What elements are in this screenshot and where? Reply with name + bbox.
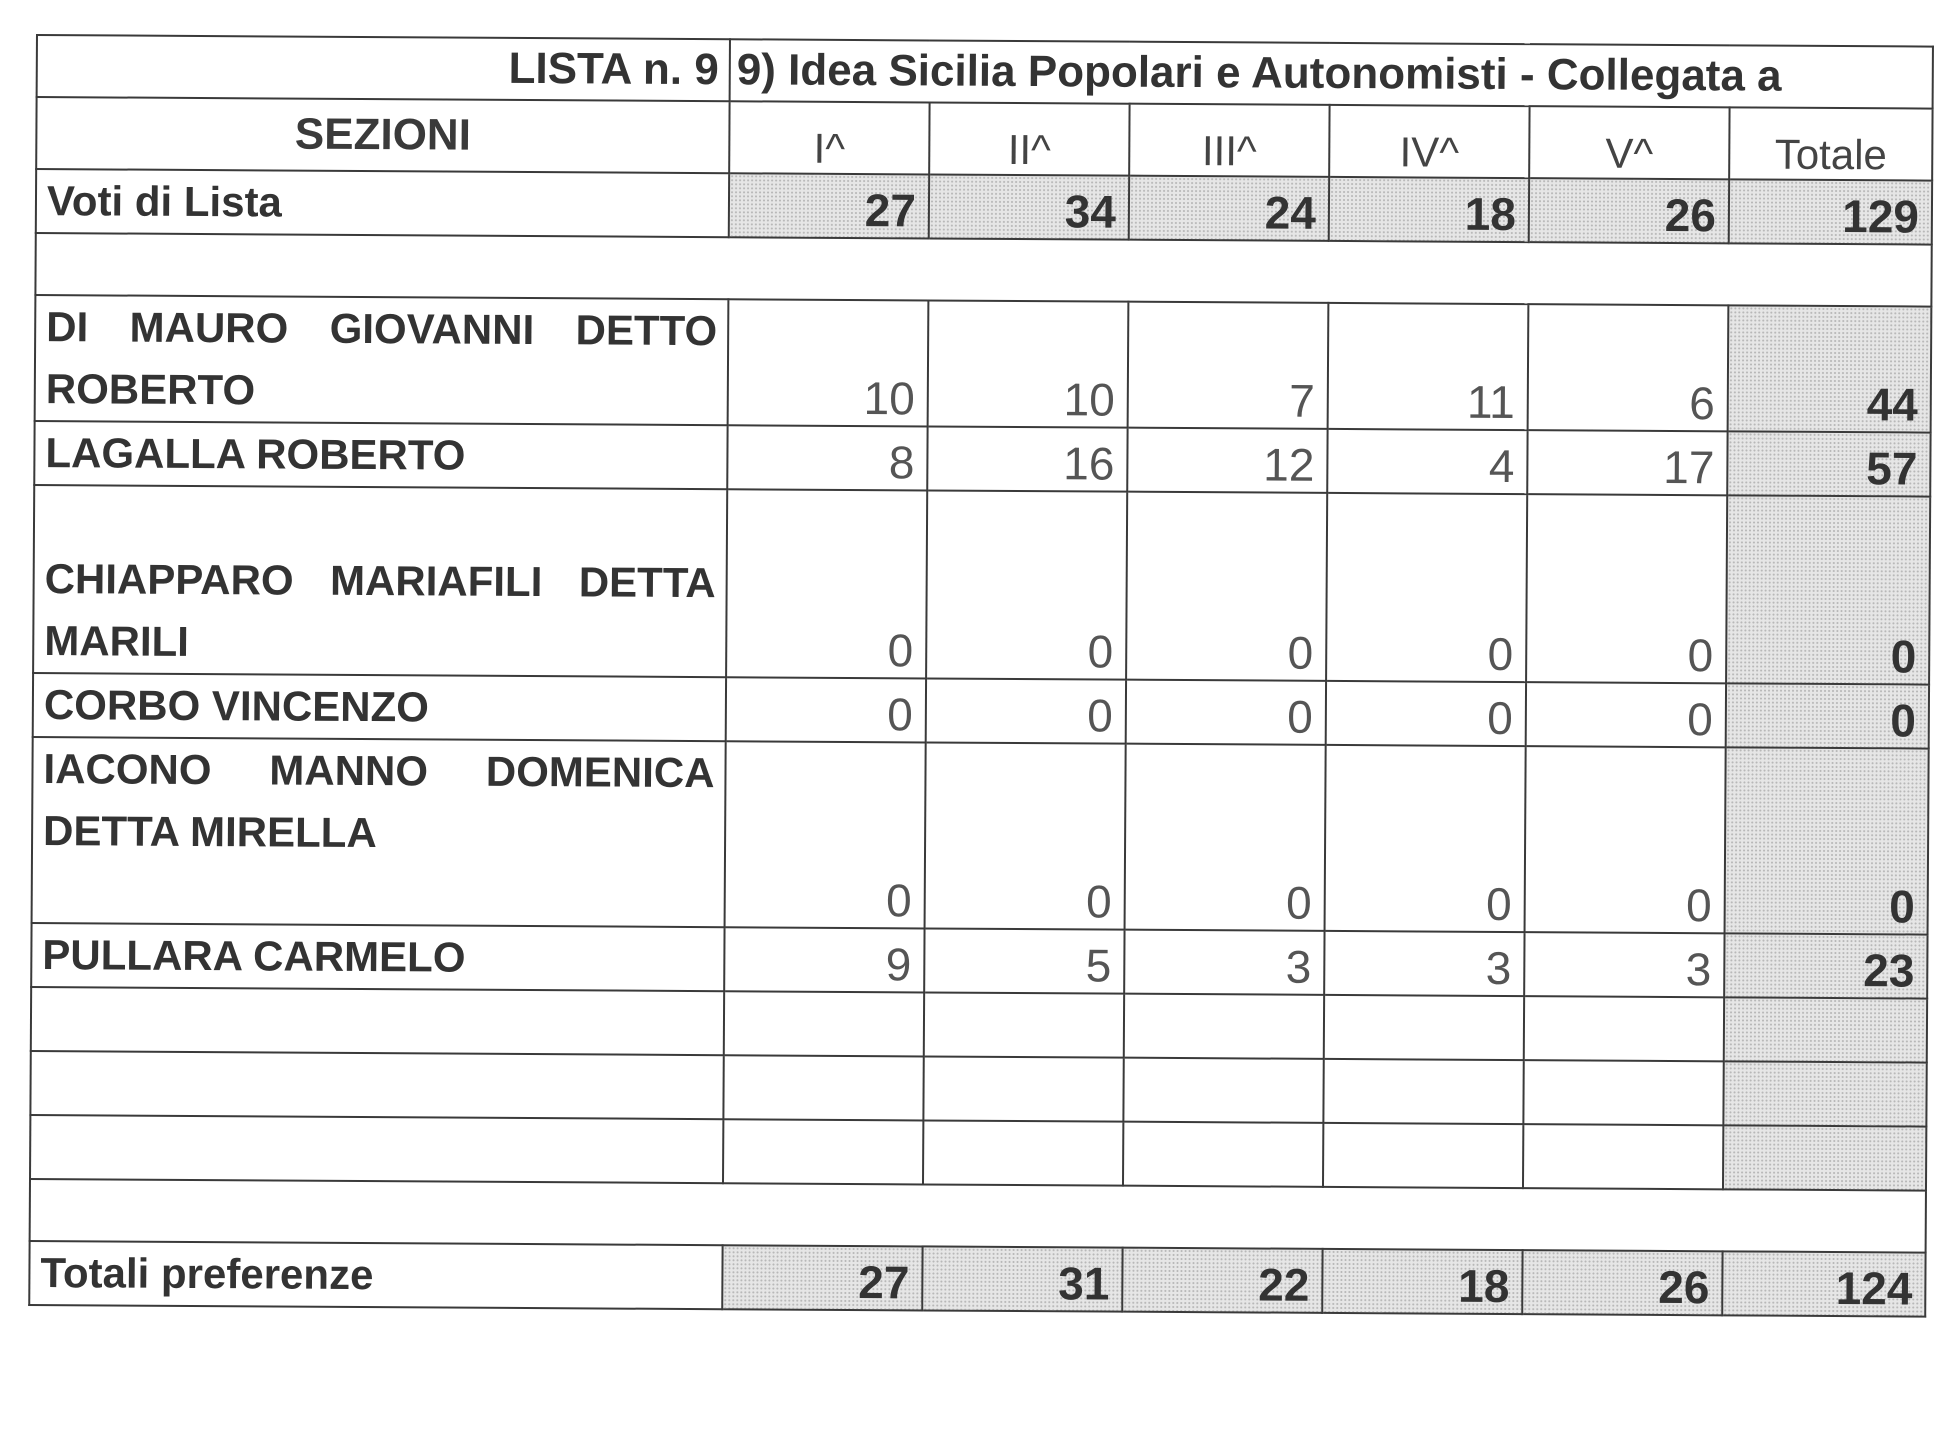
section-header-1: I^ <box>729 101 929 174</box>
sections-label: SEZIONI <box>36 97 729 173</box>
list-votes-cell: 24 <box>1129 176 1329 241</box>
candidate-votes-cell: 0 <box>1526 682 1726 747</box>
totals-cell: 26 <box>1522 1250 1722 1315</box>
candidate-name: LAGALLA ROBERTO <box>34 421 727 489</box>
candidate-votes-cell: 0 <box>1126 680 1326 745</box>
candidate-name: IACONO MANNO DOMENICA DETTA MIRELLA <box>32 737 726 927</box>
empty-cell <box>924 992 1124 1057</box>
candidate-votes-cell: 0 <box>925 742 1126 929</box>
list-votes-cell: 26 <box>1529 178 1729 243</box>
empty-cell <box>30 1051 723 1119</box>
empty-total-cell <box>1723 1125 1926 1190</box>
totals-cell: 27 <box>722 1245 922 1310</box>
list-votes-total: 129 <box>1729 179 1932 244</box>
empty-cell <box>1523 1124 1723 1189</box>
empty-cell <box>31 987 724 1055</box>
candidate-votes-cell: 10 <box>728 299 929 426</box>
title-row <box>37 35 1933 109</box>
totals-cell: 22 <box>1122 1248 1322 1313</box>
candidate-row <box>33 485 1930 685</box>
candidate-votes-cell: 0 <box>726 489 927 678</box>
candidate-name: CHIAPPARO MARIAFILI DETTA MARILI <box>33 485 727 677</box>
candidate-votes-cell: 10 <box>928 300 1129 427</box>
totals-row <box>29 1241 1925 1317</box>
section-header-3: III^ <box>1129 104 1329 177</box>
candidate-votes-cell: 9 <box>724 927 924 992</box>
section-header-2: II^ <box>929 102 1129 175</box>
candidate-name: CORBO VINCENZO <box>33 673 726 741</box>
list-votes-cell: 18 <box>1329 177 1529 242</box>
section-header-5: V^ <box>1529 106 1729 179</box>
empty-cell <box>723 1055 923 1120</box>
candidate-votes-cell: 0 <box>725 741 926 928</box>
list-votes-label: Voti di Lista <box>36 169 729 237</box>
list-votes-row <box>36 169 1932 245</box>
results-table <box>28 34 1934 1318</box>
candidate-votes-cell: 0 <box>1125 744 1326 931</box>
results-sheet <box>28 34 1934 1318</box>
list-votes-cell: 27 <box>729 173 929 238</box>
candidate-votes-cell: 0 <box>1325 745 1526 932</box>
candidate-total: 0 <box>1725 747 1929 934</box>
candidate-votes-cell: 0 <box>726 677 926 742</box>
empty-total-cell <box>1724 997 1927 1062</box>
empty-cell <box>30 1115 723 1183</box>
totals-grand-total: 124 <box>1722 1251 1925 1316</box>
empty-row <box>30 1051 1926 1127</box>
empty-cell <box>923 1120 1123 1185</box>
list-number: LISTA n. 9 <box>37 35 730 101</box>
candidate-votes-cell: 11 <box>1328 303 1529 430</box>
totals-cell: 18 <box>1322 1249 1522 1314</box>
candidate-votes-cell: 0 <box>1326 493 1527 682</box>
candidate-votes-cell: 17 <box>1527 430 1727 495</box>
candidate-votes-cell: 0 <box>1126 492 1327 681</box>
candidate-total: 0 <box>1726 495 1930 684</box>
candidate-name: PULLARA CARMELO <box>31 923 724 991</box>
spacer-cell <box>35 233 1931 307</box>
candidate-total: 0 <box>1726 683 1929 748</box>
header-row <box>36 97 1932 181</box>
spacer-cell <box>30 1179 1926 1253</box>
candidate-row <box>34 421 1930 497</box>
candidate-votes-cell: 0 <box>1525 746 1726 933</box>
empty-total-cell <box>1723 1061 1926 1126</box>
list-name: 9) Idea Sicilia Popolari e Autonomisti - Collegata a <box>730 39 1933 108</box>
empty-cell <box>1124 994 1324 1059</box>
candidate-votes-cell: 4 <box>1327 429 1527 494</box>
candidate-name: DI MAURO GIOVANNI DETTO ROBERTO <box>35 295 729 425</box>
empty-cell <box>1524 996 1724 1061</box>
empty-cell <box>724 991 924 1056</box>
empty-cell <box>923 1056 1123 1121</box>
empty-cell <box>1324 995 1524 1060</box>
candidate-votes-cell: 3 <box>1324 931 1524 996</box>
candidate-votes-cell: 0 <box>926 678 1126 743</box>
empty-row <box>31 987 1927 1063</box>
candidate-votes-cell: 0 <box>1526 494 1727 683</box>
candidate-votes-cell: 7 <box>1128 302 1329 429</box>
empty-cell <box>1123 1058 1323 1123</box>
candidate-votes-cell: 0 <box>1326 681 1526 746</box>
candidate-total: 23 <box>1724 933 1927 998</box>
totals-label: Totali preferenze <box>29 1241 722 1309</box>
totals-cell: 31 <box>922 1246 1122 1311</box>
candidate-votes-cell: 12 <box>1127 428 1327 493</box>
candidate-total: 44 <box>1728 305 1932 432</box>
empty-cell <box>723 1119 923 1184</box>
spacer-row <box>30 1179 1926 1253</box>
spacer-row <box>35 233 1931 307</box>
candidate-votes-cell: 8 <box>727 425 927 490</box>
candidate-votes-cell: 6 <box>1528 304 1729 431</box>
section-header-4: IV^ <box>1329 105 1529 178</box>
empty-cell <box>1323 1059 1523 1124</box>
total-header: Totale <box>1729 107 1932 180</box>
candidate-votes-cell: 0 <box>926 490 1127 679</box>
candidate-row <box>32 737 1929 935</box>
candidate-row <box>35 295 1932 433</box>
candidate-votes-cell: 16 <box>927 426 1127 491</box>
list-votes-cell: 34 <box>929 174 1129 239</box>
empty-cell <box>1523 1060 1723 1125</box>
candidate-votes-cell: 5 <box>924 928 1124 993</box>
empty-cell <box>1123 1122 1323 1187</box>
empty-cell <box>1323 1123 1523 1188</box>
empty-row <box>30 1115 1926 1191</box>
candidate-row <box>31 923 1927 999</box>
candidate-votes-cell: 3 <box>1524 932 1724 997</box>
candidate-total: 57 <box>1727 431 1930 496</box>
candidate-row <box>33 673 1929 749</box>
candidate-votes-cell: 3 <box>1124 930 1324 995</box>
